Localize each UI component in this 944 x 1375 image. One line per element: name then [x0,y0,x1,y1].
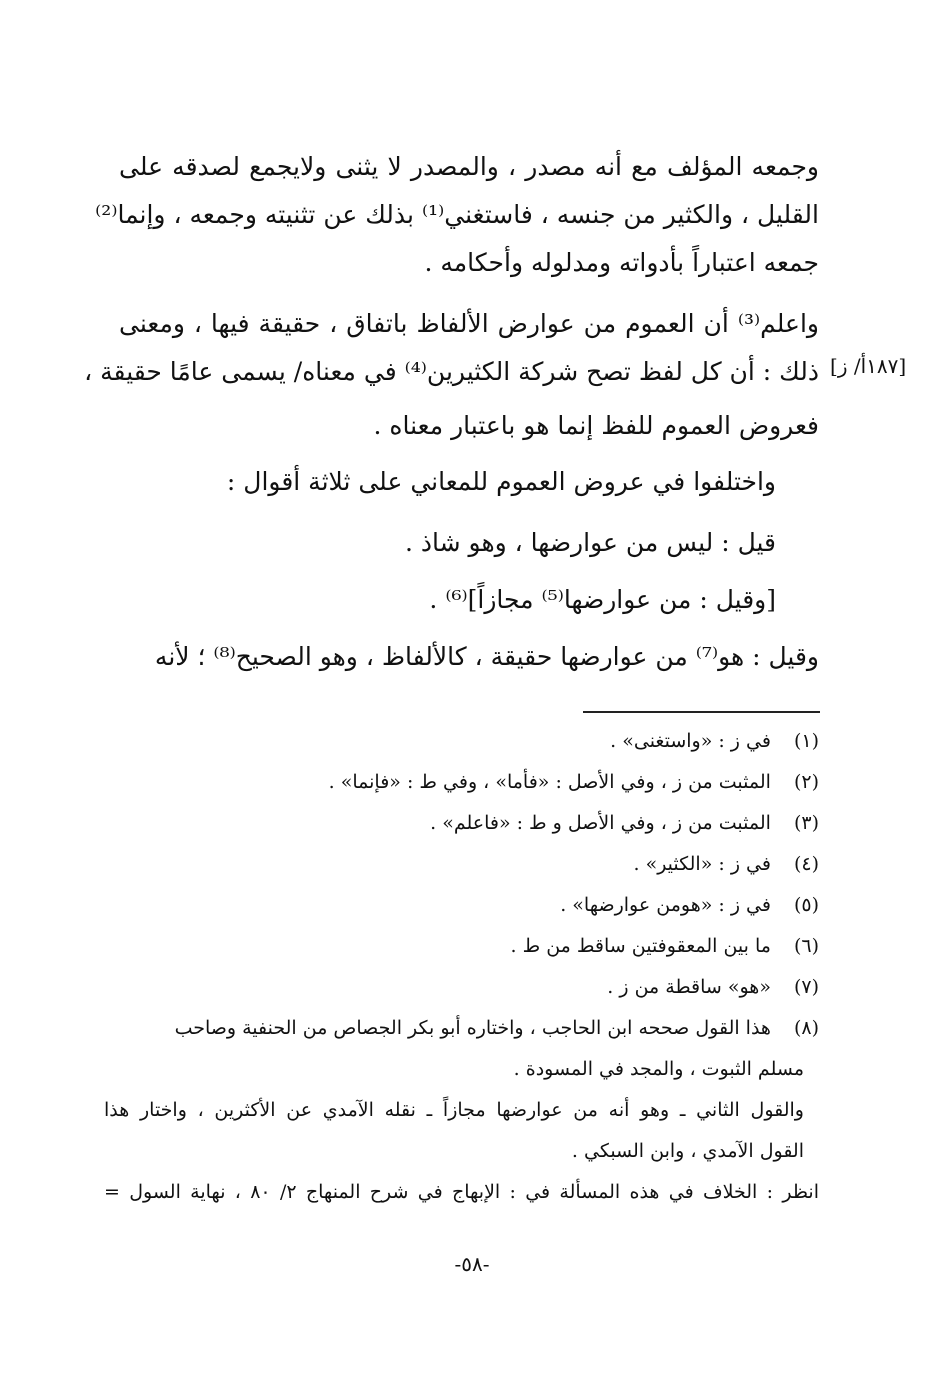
margin-manuscript-reference: [١٨٧أ/ ز] [830,354,907,378]
footnote-8-continuation-2: والقول الثاني ـ وهو أنه من عوارضها مجازاً ـ نقله الآمدي عن الأكثرين ، واختار هذا [104,1099,804,1121]
footnote-8-continuation-1: مسلم الثبوت ، والمجد في المسودة . [513,1058,804,1080]
body-line-9: [وقيل : من عوارضها⁽⁵⁾ مجازاً]⁽⁶⁾ . [429,585,776,614]
footnote-4 [634,849,820,879]
footnote-3 [430,808,819,838]
footnote-5 [560,890,819,920]
footnote-text: في ز : «واستغنى» . [610,730,771,752]
footnote-8 [175,1013,819,1043]
footnote-number: (٥) [793,894,819,916]
footnote-text: في ز : «هومن عوارضها» . [560,894,771,916]
footnote-number: (٦) [793,935,819,957]
body-line-2: القليل ، والكثير من جنسه ، فاستغني⁽¹⁾ بذلك عن تثنيته وجمعه ، وإنما⁽²⁾ [95,200,819,229]
footnote-number: (٢) [793,771,819,793]
footnote-text: ما بين المعقوفتين ساقط من ط . [510,935,771,957]
footnote-8-continuation-4: انظر : الخلاف في هذه المسألة في : الإبهاج في شرح المنهاج ٢/ ٨٠ ، نهاية السول = [104,1181,819,1203]
footnote-6 [511,931,819,961]
footnote-number: (٤) [793,853,819,875]
body-line-5: ذلك : أن كل لفظ تصح شركة الكثيرين⁽⁴⁾ في معناه/ يسمى عامًا حقيقة ، [84,357,819,386]
body-line-1: وجمعه المؤلف مع أنه مصدر ، والمصدر لا يثنى ولايجمع لصدقه على [119,152,820,181]
footnote-number: (١) [793,730,819,752]
body-line-4: واعلم⁽³⁾ أن العموم من عوارض الألفاظ باتفاق ، حقيقة فيها ، ومعنى [119,309,819,338]
body-line-3: جمعه اعتباراً بأدواته ومدلوله وأحكامه . [424,248,819,277]
body-line-6: فعروض العموم للفظ إنما هو باعتبار معناه . [373,411,819,440]
footnote-text: «هو» ساقطة من ز . [607,976,771,998]
footnote-number: (٧) [793,976,819,998]
body-line-8: قيل : ليس من عوارضها ، وهو شاذ . [405,528,776,557]
footnote-number: (٨) [793,1017,819,1039]
footnote-2 [329,767,819,797]
footnote-8-continuation-3: القول الآمدي ، وابن السبكي . [571,1140,804,1162]
body-line-7: واختلفوا في عروض العموم للمعاني على ثلاثة أقوال : [226,467,776,496]
body-line-10: وقيل : هو⁽⁷⁾ من عوارضها حقيقة ، كالألفاظ ، وهو الصحيح⁽⁸⁾ ؛ لأنه [154,642,819,671]
footnote-number: (٣) [793,812,819,834]
footnote-text: المثبت من ز ، وفي الأصل و ط : «فاعلم» . [430,812,771,834]
footnote-text: المثبت من ز ، وفي الأصل : «فأما» ، وفي ط : «فإنما» . [328,771,771,793]
footnote-7 [607,972,819,1002]
footnote-text: في ز : «الكثير» . [633,853,771,875]
footnote-separator [583,711,820,713]
footnote-1 [610,726,819,756]
page-number: -٥٨- [454,1252,490,1276]
footnote-text: هذا القول صححه ابن الحاجب ، واختاره أبو بكر الجصاص من الحنفية وصاحب [174,1017,771,1039]
